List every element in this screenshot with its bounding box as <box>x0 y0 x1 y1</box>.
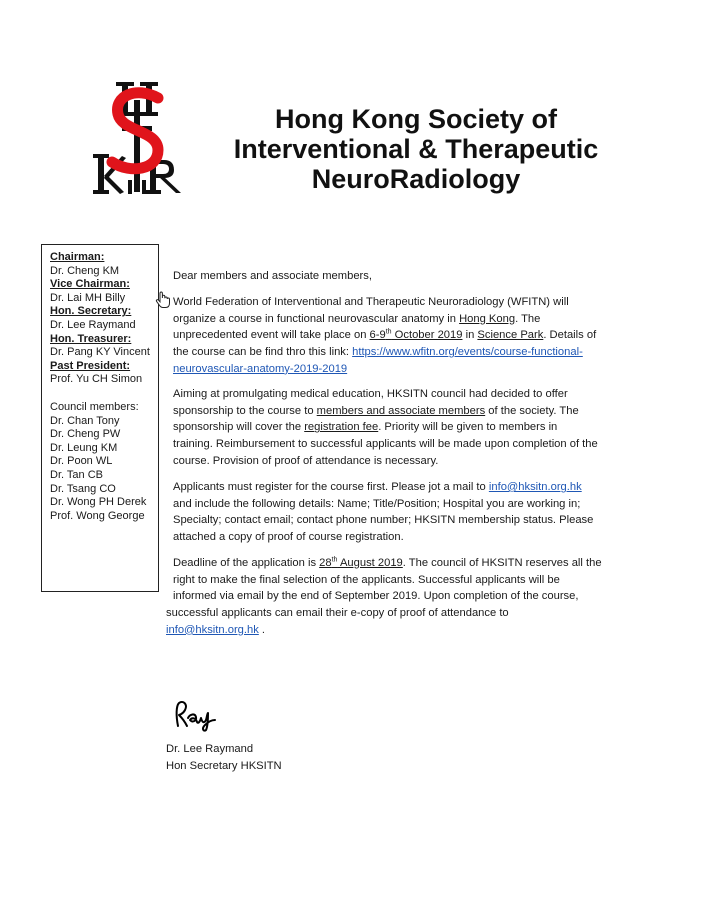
date-month: August 2019 <box>337 557 403 569</box>
registration-fee: registration fee <box>304 421 379 434</box>
org-name-line-1: Hong Kong Society of <box>275 104 557 134</box>
text-span: . Details of <box>543 329 597 342</box>
text-line: and include the following details: Name; Title/Position; Hospital you are working in; <box>173 497 581 510</box>
text-line: World Federation of Interventional and Therapeutic Neuroradiology (WFITN) will <box>173 296 569 308</box>
council-member: Prof. Wong George <box>50 509 145 522</box>
paragraph-course-announcement <box>173 294 596 378</box>
text-span: in <box>462 329 478 342</box>
spacer <box>50 387 158 401</box>
council-member: Dr. Poon WL <box>50 455 113 468</box>
text-line: Specialty; contact email; contact phone number; HKSITN membership status. Please <box>173 514 594 527</box>
date-day: 6-9 <box>369 329 386 342</box>
text-span: organize a course in functional neurovascular anatomy in <box>173 312 460 325</box>
council-member: Dr. Tan CB <box>50 468 103 481</box>
treasurer-name: Dr. Pang KY Vincent <box>50 346 150 359</box>
text-span: the course can be find thro this link: <box>173 346 353 359</box>
society-logo <box>92 80 184 204</box>
venue-name: Science Park <box>477 329 544 342</box>
text-span: . <box>258 623 266 636</box>
paragraph-application <box>173 479 593 546</box>
paragraph-deadline-continued <box>166 605 509 638</box>
place-name: Hong Kong <box>459 312 516 325</box>
eligible-members: members and associate members <box>316 404 486 417</box>
salutation: Dear members and associate members, <box>173 270 372 282</box>
text-span: Applicants must register for the course first. Please jot a mail to <box>173 481 489 493</box>
date-day: 28 <box>319 557 332 569</box>
text-span: unprecedented event will take place on <box>173 329 370 342</box>
text-line: course. Provision of proof of attendance is necessary. <box>173 454 439 467</box>
officers-box <box>41 244 159 592</box>
chairman-role: Chairman: <box>50 251 105 263</box>
signatory-name: Dr. Lee Raymand <box>166 743 254 755</box>
org-name-line-3: NeuroRadiology <box>311 164 521 194</box>
past-president-role: Past President: <box>50 359 131 372</box>
course-link-continued[interactable]: neurovascular-anatomy-2019-2019 <box>173 362 348 375</box>
text-span: . Priority will be given to members in <box>378 421 558 434</box>
event-date <box>370 329 463 341</box>
treasurer-role: Hon. Treasurer: <box>50 332 132 345</box>
text-line: right to make the final selection of the applicants. Successful applicants will be <box>173 573 560 586</box>
organization-name <box>196 104 636 194</box>
org-name-line-2: Interventional & Therapeutic <box>233 134 599 164</box>
council-member: Dr. Wong PH Derek <box>50 496 147 509</box>
text-line: Aiming at promulgating medical education, HKSITN council had decided to offer <box>173 388 568 400</box>
hand-cursor-icon <box>155 291 171 309</box>
date-suffix: th <box>385 328 392 336</box>
paragraph-deadline <box>173 555 602 605</box>
deadline-date <box>319 557 403 569</box>
handwritten-signature <box>170 698 222 732</box>
council-member: Dr. Leung KM <box>50 441 118 454</box>
text-span: sponsorship will cover the <box>173 421 305 434</box>
past-president-name: Prof. Yu CH Simon <box>50 373 143 386</box>
council-member: Dr. Chan Tony <box>50 414 120 427</box>
signatory-title: Hon Secretary HKSITN <box>166 760 282 772</box>
council-heading: Council members: <box>50 400 139 413</box>
date-month: October 2019 <box>391 329 463 342</box>
signature-block <box>166 741 282 775</box>
text-span: sponsorship to the course to <box>173 404 317 417</box>
council-member: Dr. Tsang CO <box>50 482 116 495</box>
text-line: successful applicants can email their e-copy of proof of attendance to <box>166 607 509 619</box>
secretary-role: Hon. Secretary: <box>50 305 132 318</box>
course-link[interactable]: https://www.wfitn.org/events/course-functional- <box>352 346 583 359</box>
text-span: Deadline of the application is <box>173 557 320 569</box>
vice-chairman-role: Vice Chairman: <box>50 278 130 291</box>
council-member: Dr. Cheng PW <box>50 428 121 441</box>
vice-chairman-name: Dr. Lai MH Billy <box>50 291 126 304</box>
text-line: informed via email by the end of September 2019. Upon completion of the course, <box>173 590 579 603</box>
text-line: training. Reimbursement to successful applicants will be made upon completion of the <box>173 438 598 451</box>
paragraph-sponsorship <box>173 386 598 470</box>
text-span: of the society. The <box>485 404 579 417</box>
text-line: attached a copy of proof of course registration. <box>173 531 404 544</box>
email-link[interactable]: info@hksitn.org.hk <box>488 481 582 493</box>
email-link[interactable]: info@hksitn.org.hk <box>166 623 259 636</box>
date-suffix: th <box>331 556 338 564</box>
chairman-name: Dr. Cheng KM <box>50 264 120 277</box>
text-span: . The <box>515 312 541 325</box>
text-span: . The council of HKSITN reserves all the <box>402 557 602 569</box>
secretary-name: Dr. Lee Raymand <box>50 318 136 331</box>
